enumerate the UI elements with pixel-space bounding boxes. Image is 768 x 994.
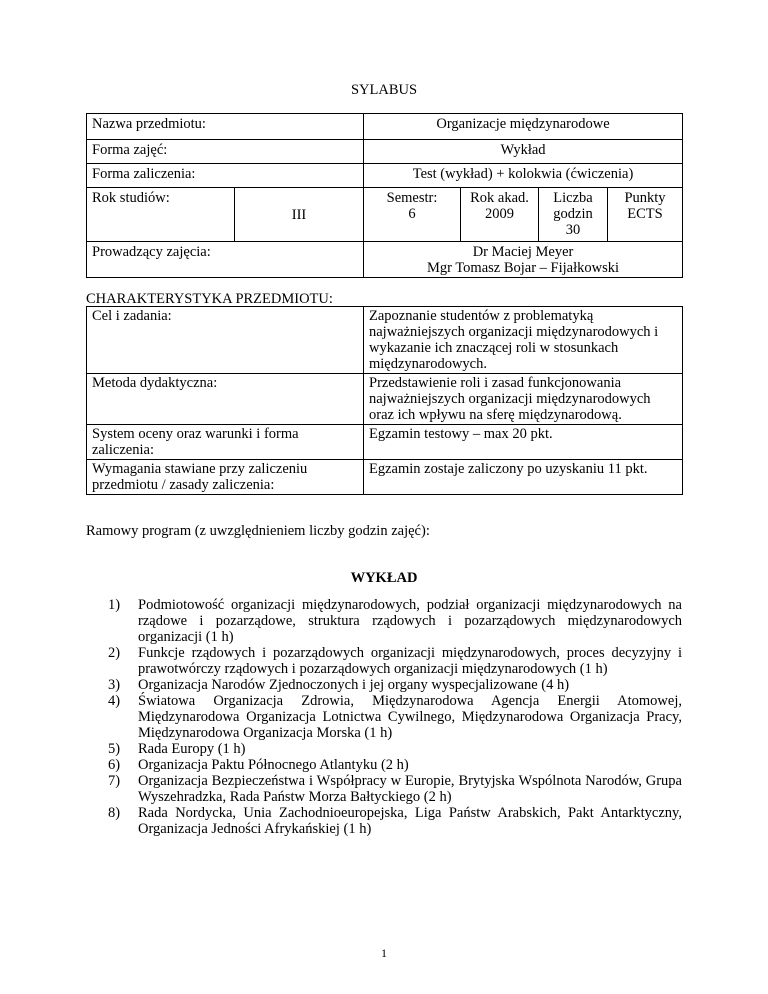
item-text: Organizacja Bezpieczeństwa i Współpracy w Europie, Brytyjska Wspólnota Narodów, Grupa Wyszehradzka, Rada Państw Morza Bałtyckiego (2 h)	[138, 773, 682, 805]
subject-label: Nazwa przedmiotu:	[87, 114, 364, 140]
item-text: Organizacja Paktu Północnego Atlantyku (2 h)	[138, 757, 409, 773]
lecture-heading: WYKŁAD	[350, 570, 418, 586]
list-item	[86, 757, 682, 773]
list-item	[86, 741, 682, 757]
list-item	[86, 677, 682, 693]
item-number: 7)	[108, 773, 121, 789]
ects-label-line-1: Punkty	[624, 190, 666, 206]
year-value: III	[235, 188, 364, 242]
characteristics-table	[86, 306, 683, 495]
subject-value: Organizacje międzynarodowe	[364, 114, 683, 140]
item-number: 1)	[108, 597, 121, 613]
item-number: 2)	[108, 645, 121, 661]
grading-value: Egzamin testowy – max 20 pkt.	[364, 425, 683, 460]
hours-label-line-1: Liczba	[553, 190, 593, 206]
hours-value: 30	[565, 222, 581, 238]
semester-cell	[364, 188, 461, 242]
table-row	[87, 307, 683, 374]
year-row	[87, 188, 683, 242]
item-text: Funkcje rządowych i pozarządowych organizacji międzynarodowych, proces decyzyjny i prawotwórczy rządowych i pozarządowych organizacji międzynarodowych (1 h)	[138, 645, 682, 677]
item-text: Rada Europy (1 h)	[138, 741, 246, 757]
page-number: 1	[381, 946, 387, 960]
academic-year-value: 2009	[485, 206, 515, 222]
instructor-name-1: Dr Maciej Meyer	[472, 244, 574, 260]
item-text: Podmiotowość organizacji międzynarodowych, podział organizacji międzynarodowych na rządowe i pozarządowe, struktura rządowych i pozarządowych międzynarodowych organizacji (1 h)	[138, 597, 682, 645]
item-number: 5)	[108, 741, 121, 757]
grading-label: System oceny oraz warunki i forma zaliczenia:	[87, 425, 364, 460]
instructor-cell	[364, 242, 683, 278]
table-row	[87, 425, 683, 460]
item-text: Rada Nordycka, Unia Zachodnioeuropejska, Liga Państw Arabskich, Pakt Antarktyczny, Organizacja Jedności Afrykańskiej (1 h)	[138, 805, 682, 837]
list-item	[86, 597, 682, 645]
lecture-topic-list	[86, 597, 682, 837]
table-row	[87, 374, 683, 425]
form-label: Forma zajęć:	[87, 140, 364, 164]
list-item	[86, 773, 682, 805]
semester-label: Semestr:	[386, 190, 438, 206]
form-value: Wykład	[364, 140, 683, 164]
method-label: Metoda dydaktyczna:	[87, 374, 364, 425]
goal-value: Zapoznanie studentów z problematyką najważniejszych organizacji międzynarodowych i wykazanie ich znaczącej roli w stosunkach międzynarodowych.	[364, 307, 683, 374]
ects-cell	[608, 188, 683, 242]
method-value: Przedstawienie roli i zasad funkcjonowania najważniejszych organizacji międzynarodowych oraz ich wpływu na sferę międzynarodową.	[364, 374, 683, 425]
assessment-value: Test (wykład) + kolokwia (ćwiczenia)	[364, 164, 683, 188]
list-item	[86, 693, 682, 741]
requirements-label: Wymagania stawiane przy zaliczeniu przedmiotu / zasady zaliczenia:	[87, 460, 364, 495]
academic-year-cell	[461, 188, 539, 242]
hours-label-line-2: godzin	[553, 206, 593, 222]
requirements-value: Egzamin zostaje zaliczony po uzyskaniu 11 pkt.	[364, 460, 683, 495]
year-label: Rok studiów:	[87, 188, 235, 242]
instructor-row	[87, 242, 683, 278]
academic-year-label: Rok akad.	[470, 190, 529, 206]
item-number: 3)	[108, 677, 121, 693]
form-row	[87, 140, 683, 164]
assessment-label: Forma zaliczenia:	[87, 164, 364, 188]
subject-row	[87, 114, 683, 140]
characteristics-heading: CHARAKTERYSTYKA PRZEDMIOTU:	[86, 291, 333, 307]
item-text: Światowa Organizacja Zdrowia, Międzynarodowa Agencja Energii Atomowej, Międzynarodowa Organizacja Lotnictwa Cywilnego, Międzynarodowa Organizacja Pracy, Międzynarodowa Organizacja Morska (1 h)	[138, 693, 682, 741]
item-number: 8)	[108, 805, 121, 821]
list-item	[86, 645, 682, 677]
ects-label-line-2: ECTS	[627, 206, 663, 222]
item-number: 4)	[108, 693, 121, 709]
program-intro: Ramowy program (z uwzględnieniem liczby godzin zajęć):	[86, 523, 430, 539]
assessment-row	[87, 164, 683, 188]
goal-label: Cel i zadania:	[87, 307, 364, 374]
item-text: Organizacja Narodów Zjednoczonych i jej organy wyspecjalizowane (4 h)	[138, 677, 570, 693]
hours-cell	[539, 188, 608, 242]
syllabus-info-table	[86, 113, 683, 278]
instructor-label: Prowadzący zajęcia:	[87, 242, 364, 278]
list-item	[86, 805, 682, 837]
table-row	[87, 460, 683, 495]
item-number: 6)	[108, 757, 121, 773]
semester-value: 6	[408, 206, 416, 222]
document-title: SYLABUS	[350, 82, 418, 98]
instructor-name-2: Mgr Tomasz Bojar – Fijałkowski	[426, 260, 620, 276]
